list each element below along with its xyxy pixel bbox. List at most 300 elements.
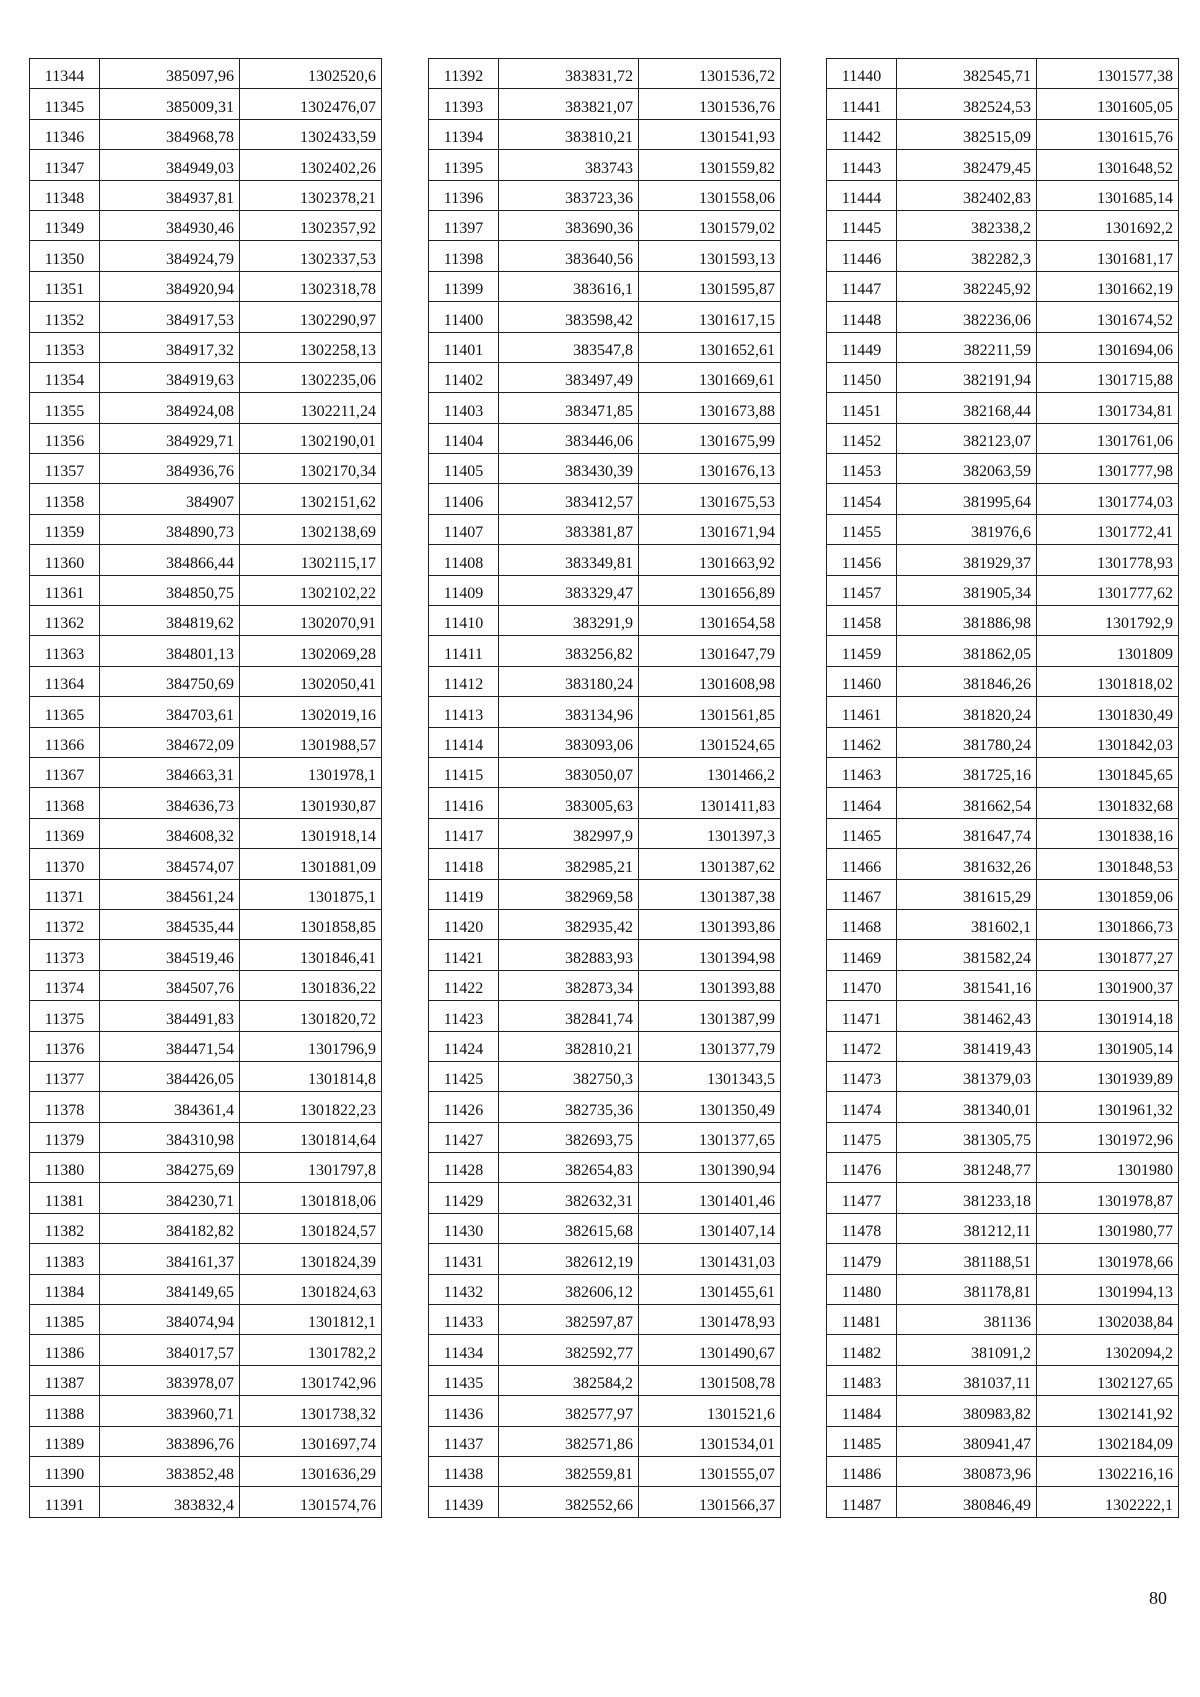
- x-coordinate-cell: 383291,9: [499, 606, 639, 636]
- point-number-cell: 11373: [30, 940, 100, 970]
- table-row: [827, 1335, 1179, 1365]
- table-row: [827, 909, 1179, 939]
- point-number-cell: 11423: [429, 1001, 499, 1031]
- y-coordinate-cell: 1301407,14: [639, 1213, 781, 1243]
- table-row: [827, 575, 1179, 605]
- y-coordinate-cell: 1301401,46: [639, 1183, 781, 1213]
- y-coordinate-cell: 1301697,74: [240, 1426, 382, 1456]
- x-coordinate-cell: 382592,77: [499, 1335, 639, 1365]
- table-row: [429, 1031, 781, 1061]
- x-coordinate-cell: 384074,94: [100, 1305, 240, 1335]
- table-row: [429, 1335, 781, 1365]
- y-coordinate-cell: 1301875,1: [240, 879, 382, 909]
- y-coordinate-cell: 1301961,32: [1037, 1092, 1179, 1122]
- table-row: [827, 1365, 1179, 1395]
- point-number-cell: 11417: [429, 818, 499, 848]
- point-number-cell: 11442: [827, 119, 897, 149]
- x-coordinate-cell: 384149,65: [100, 1274, 240, 1304]
- table-row: [429, 210, 781, 240]
- x-coordinate-cell: 382612,19: [499, 1244, 639, 1274]
- x-coordinate-cell: 384907: [100, 484, 240, 514]
- point-number-cell: 11486: [827, 1456, 897, 1486]
- x-coordinate-cell: 383471,85: [499, 393, 639, 423]
- point-number-cell: 11454: [827, 484, 897, 514]
- x-coordinate-cell: 381091,2: [897, 1335, 1037, 1365]
- x-coordinate-cell: 383381,87: [499, 514, 639, 544]
- x-coordinate-cell: 381846,26: [897, 666, 1037, 696]
- y-coordinate-cell: 1301387,38: [639, 879, 781, 909]
- y-coordinate-cell: 1301782,2: [240, 1335, 382, 1365]
- table-row: [827, 393, 1179, 423]
- table-row: [429, 818, 781, 848]
- point-number-cell: 11374: [30, 970, 100, 1000]
- y-coordinate-cell: 1301877,27: [1037, 940, 1179, 970]
- point-number-cell: 11433: [429, 1305, 499, 1335]
- table-row: [429, 1061, 781, 1091]
- point-number-cell: 11394: [429, 119, 499, 149]
- point-number-cell: 11386: [30, 1335, 100, 1365]
- point-number-cell: 11481: [827, 1305, 897, 1335]
- point-number-cell: 11410: [429, 606, 499, 636]
- x-coordinate-cell: 384471,54: [100, 1031, 240, 1061]
- point-number-cell: 11369: [30, 818, 100, 848]
- x-coordinate-cell: 381419,43: [897, 1031, 1037, 1061]
- x-coordinate-cell: 381178,81: [897, 1274, 1037, 1304]
- table-row: [429, 1487, 781, 1517]
- x-coordinate-cell: 384663,31: [100, 757, 240, 787]
- x-coordinate-cell: 383852,48: [100, 1456, 240, 1486]
- point-number-cell: 11426: [429, 1092, 499, 1122]
- x-coordinate-cell: 384750,69: [100, 666, 240, 696]
- y-coordinate-cell: 1302216,16: [1037, 1456, 1179, 1486]
- x-coordinate-cell: 383412,57: [499, 484, 639, 514]
- y-coordinate-cell: 1301812,1: [240, 1305, 382, 1335]
- table-row: [30, 545, 382, 575]
- y-coordinate-cell: 1302094,2: [1037, 1335, 1179, 1365]
- point-number-cell: 11366: [30, 727, 100, 757]
- table-row: [827, 1396, 1179, 1426]
- y-coordinate-cell: 1302184,09: [1037, 1426, 1179, 1456]
- x-coordinate-cell: 383180,24: [499, 666, 639, 696]
- table-row: [429, 1305, 781, 1335]
- table-row: [429, 1274, 781, 1304]
- point-number-cell: 11402: [429, 362, 499, 392]
- point-number-cell: 11350: [30, 241, 100, 271]
- table-row: [429, 1456, 781, 1486]
- table-row: [429, 332, 781, 362]
- point-number-cell: 11414: [429, 727, 499, 757]
- point-number-cell: 11382: [30, 1213, 100, 1243]
- point-number-cell: 11405: [429, 454, 499, 484]
- point-number-cell: 11347: [30, 150, 100, 180]
- y-coordinate-cell: 1301605,05: [1037, 89, 1179, 119]
- point-number-cell: 11395: [429, 150, 499, 180]
- y-coordinate-cell: 1301387,99: [639, 1001, 781, 1031]
- point-number-cell: 11353: [30, 332, 100, 362]
- point-number-cell: 11427: [429, 1122, 499, 1152]
- x-coordinate-cell: 381582,24: [897, 940, 1037, 970]
- table-row: [30, 606, 382, 636]
- table-row: [429, 606, 781, 636]
- y-coordinate-cell: 1301761,06: [1037, 423, 1179, 453]
- point-number-cell: 11445: [827, 210, 897, 240]
- table-row: [429, 757, 781, 787]
- x-coordinate-cell: 384017,57: [100, 1335, 240, 1365]
- table-row: [30, 1244, 382, 1274]
- table-row: [30, 1001, 382, 1031]
- point-number-cell: 11368: [30, 788, 100, 818]
- table-row: [30, 119, 382, 149]
- x-coordinate-cell: 382597,87: [499, 1305, 639, 1335]
- table-row: [429, 727, 781, 757]
- x-coordinate-cell: 381862,05: [897, 636, 1037, 666]
- y-coordinate-cell: 1301508,78: [639, 1365, 781, 1395]
- y-coordinate-cell: 1302357,92: [240, 210, 382, 240]
- x-coordinate-cell: 384890,73: [100, 514, 240, 544]
- x-coordinate-cell: 382168,44: [897, 393, 1037, 423]
- point-number-cell: 11383: [30, 1244, 100, 1274]
- y-coordinate-cell: 1301797,8: [240, 1153, 382, 1183]
- point-number-cell: 11399: [429, 271, 499, 301]
- point-number-cell: 11482: [827, 1335, 897, 1365]
- table-row: [30, 1305, 382, 1335]
- point-number-cell: 11384: [30, 1274, 100, 1304]
- point-number-cell: 11412: [429, 666, 499, 696]
- table-row: [827, 302, 1179, 332]
- table-row: [30, 302, 382, 332]
- y-coordinate-cell: 1301930,87: [240, 788, 382, 818]
- x-coordinate-cell: 384608,32: [100, 818, 240, 848]
- x-coordinate-cell: 384850,75: [100, 575, 240, 605]
- y-coordinate-cell: 1301675,99: [639, 423, 781, 453]
- y-coordinate-cell: 1302019,16: [240, 697, 382, 727]
- x-coordinate-cell: 384535,44: [100, 909, 240, 939]
- x-coordinate-cell: 381248,77: [897, 1153, 1037, 1183]
- table-row: [827, 1001, 1179, 1031]
- x-coordinate-cell: 384230,71: [100, 1183, 240, 1213]
- y-coordinate-cell: 1301555,07: [639, 1456, 781, 1486]
- y-coordinate-cell: 1301595,87: [639, 271, 781, 301]
- table-row: [827, 727, 1179, 757]
- x-coordinate-cell: 381647,74: [897, 818, 1037, 848]
- y-coordinate-cell: 1301681,17: [1037, 241, 1179, 271]
- y-coordinate-cell: 1301900,37: [1037, 970, 1179, 1000]
- point-number-cell: 11477: [827, 1183, 897, 1213]
- y-coordinate-cell: 1301662,19: [1037, 271, 1179, 301]
- point-number-cell: 11428: [429, 1153, 499, 1183]
- y-coordinate-cell: 1301675,53: [639, 484, 781, 514]
- point-number-cell: 11438: [429, 1456, 499, 1486]
- x-coordinate-cell: 382524,53: [897, 89, 1037, 119]
- point-number-cell: 11441: [827, 89, 897, 119]
- x-coordinate-cell: 383896,76: [100, 1426, 240, 1456]
- table-row: [429, 666, 781, 696]
- x-coordinate-cell: 381976,6: [897, 514, 1037, 544]
- point-number-cell: 11387: [30, 1365, 100, 1395]
- table-row: [827, 1305, 1179, 1335]
- point-number-cell: 11420: [429, 909, 499, 939]
- x-coordinate-cell: 382632,31: [499, 1183, 639, 1213]
- x-coordinate-cell: 381212,11: [897, 1213, 1037, 1243]
- point-number-cell: 11372: [30, 909, 100, 939]
- x-coordinate-cell: 384930,46: [100, 210, 240, 240]
- x-coordinate-cell: 382606,12: [499, 1274, 639, 1304]
- point-number-cell: 11422: [429, 970, 499, 1000]
- point-number-cell: 11434: [429, 1335, 499, 1365]
- table-row: [827, 1061, 1179, 1091]
- table-row: [429, 150, 781, 180]
- x-coordinate-cell: 381780,24: [897, 727, 1037, 757]
- y-coordinate-cell: 1301980,77: [1037, 1213, 1179, 1243]
- x-coordinate-cell: 384801,13: [100, 636, 240, 666]
- table-row: [827, 1092, 1179, 1122]
- y-coordinate-cell: 1301777,98: [1037, 454, 1179, 484]
- point-number-cell: 11351: [30, 271, 100, 301]
- x-coordinate-cell: 380941,47: [897, 1426, 1037, 1456]
- x-coordinate-cell: 381632,26: [897, 849, 1037, 879]
- table-row: [827, 666, 1179, 696]
- table-row: [30, 727, 382, 757]
- x-coordinate-cell: 384924,08: [100, 393, 240, 423]
- point-number-cell: 11390: [30, 1456, 100, 1486]
- point-number-cell: 11436: [429, 1396, 499, 1426]
- x-coordinate-cell: 382841,74: [499, 1001, 639, 1031]
- y-coordinate-cell: 1301772,41: [1037, 514, 1179, 544]
- x-coordinate-cell: 381615,29: [897, 879, 1037, 909]
- table-row: [30, 59, 382, 89]
- point-number-cell: 11355: [30, 393, 100, 423]
- point-number-cell: 11376: [30, 1031, 100, 1061]
- point-number-cell: 11367: [30, 757, 100, 787]
- point-number-cell: 11397: [429, 210, 499, 240]
- point-number-cell: 11406: [429, 484, 499, 514]
- point-number-cell: 11463: [827, 757, 897, 787]
- x-coordinate-cell: 382577,97: [499, 1396, 639, 1426]
- y-coordinate-cell: 1301978,66: [1037, 1244, 1179, 1274]
- y-coordinate-cell: 1301558,06: [639, 180, 781, 210]
- x-coordinate-cell: 382873,34: [499, 970, 639, 1000]
- y-coordinate-cell: 1302190,01: [240, 423, 382, 453]
- table-row: [30, 849, 382, 879]
- point-number-cell: 11388: [30, 1396, 100, 1426]
- table-row: [827, 1031, 1179, 1061]
- x-coordinate-cell: 384936,76: [100, 454, 240, 484]
- y-coordinate-cell: 1302235,06: [240, 362, 382, 392]
- table-row: [30, 940, 382, 970]
- table-row: [30, 970, 382, 1000]
- x-coordinate-cell: 383832,4: [100, 1487, 240, 1517]
- x-coordinate-cell: 382693,75: [499, 1122, 639, 1152]
- table-row: [429, 909, 781, 939]
- table-row: [30, 332, 382, 362]
- y-coordinate-cell: 1301615,76: [1037, 119, 1179, 149]
- x-coordinate-cell: 384519,46: [100, 940, 240, 970]
- point-number-cell: 11453: [827, 454, 897, 484]
- point-number-cell: 11450: [827, 362, 897, 392]
- y-coordinate-cell: 1302211,24: [240, 393, 382, 423]
- y-coordinate-cell: 1301685,14: [1037, 180, 1179, 210]
- x-coordinate-cell: 382615,68: [499, 1213, 639, 1243]
- x-coordinate-cell: 385097,96: [100, 59, 240, 89]
- table-row: [429, 1213, 781, 1243]
- table-row: [30, 210, 382, 240]
- x-coordinate-cell: 384920,94: [100, 271, 240, 301]
- x-coordinate-cell: 383598,42: [499, 302, 639, 332]
- table-row: [30, 180, 382, 210]
- table-row: [429, 393, 781, 423]
- x-coordinate-cell: 381725,16: [897, 757, 1037, 787]
- y-coordinate-cell: 1301648,52: [1037, 150, 1179, 180]
- x-coordinate-cell: 382515,09: [897, 119, 1037, 149]
- point-number-cell: 11418: [429, 849, 499, 879]
- x-coordinate-cell: 382969,58: [499, 879, 639, 909]
- x-coordinate-cell: 383430,39: [499, 454, 639, 484]
- y-coordinate-cell: 1302069,28: [240, 636, 382, 666]
- y-coordinate-cell: 1301832,68: [1037, 788, 1179, 818]
- table-row: [429, 575, 781, 605]
- y-coordinate-cell: 1301905,14: [1037, 1031, 1179, 1061]
- point-number-cell: 11478: [827, 1213, 897, 1243]
- y-coordinate-cell: 1301814,64: [240, 1122, 382, 1152]
- y-coordinate-cell: 1302070,91: [240, 606, 382, 636]
- x-coordinate-cell: 383547,8: [499, 332, 639, 362]
- y-coordinate-cell: 1301393,86: [639, 909, 781, 939]
- x-coordinate-cell: 383050,07: [499, 757, 639, 787]
- x-coordinate-cell: 384491,83: [100, 1001, 240, 1031]
- table-row: [827, 636, 1179, 666]
- coordinates-table-right: [826, 58, 1179, 1518]
- point-number-cell: 11479: [827, 1244, 897, 1274]
- table-row: [429, 788, 781, 818]
- point-number-cell: 11416: [429, 788, 499, 818]
- point-number-cell: 11452: [827, 423, 897, 453]
- y-coordinate-cell: 1302337,53: [240, 241, 382, 271]
- table-row: [827, 545, 1179, 575]
- table-row: [429, 1153, 781, 1183]
- y-coordinate-cell: 1301830,49: [1037, 697, 1179, 727]
- table-row: [30, 818, 382, 848]
- point-number-cell: 11446: [827, 241, 897, 271]
- x-coordinate-cell: 383978,07: [100, 1365, 240, 1395]
- point-number-cell: 11467: [827, 879, 897, 909]
- y-coordinate-cell: 1301738,32: [240, 1396, 382, 1426]
- x-coordinate-cell: 384507,76: [100, 970, 240, 1000]
- table-row: [30, 909, 382, 939]
- y-coordinate-cell: 1301774,03: [1037, 484, 1179, 514]
- x-coordinate-cell: 382245,92: [897, 271, 1037, 301]
- point-number-cell: 11392: [429, 59, 499, 89]
- table-row: [30, 454, 382, 484]
- y-coordinate-cell: 1301994,13: [1037, 1274, 1179, 1304]
- table-row: [30, 484, 382, 514]
- point-number-cell: 11378: [30, 1092, 100, 1122]
- y-coordinate-cell: 1301536,72: [639, 59, 781, 89]
- x-coordinate-cell: 384672,09: [100, 727, 240, 757]
- point-number-cell: 11379: [30, 1122, 100, 1152]
- point-number-cell: 11356: [30, 423, 100, 453]
- y-coordinate-cell: 1301617,15: [639, 302, 781, 332]
- point-number-cell: 11389: [30, 1426, 100, 1456]
- x-coordinate-cell: 384819,62: [100, 606, 240, 636]
- table-row: [30, 879, 382, 909]
- y-coordinate-cell: 1301671,94: [639, 514, 781, 544]
- table-row: [30, 1274, 382, 1304]
- table-row: [827, 1122, 1179, 1152]
- point-number-cell: 11346: [30, 119, 100, 149]
- point-number-cell: 11352: [30, 302, 100, 332]
- x-coordinate-cell: 382479,45: [897, 150, 1037, 180]
- y-coordinate-cell: 1302290,97: [240, 302, 382, 332]
- y-coordinate-cell: 1301377,79: [639, 1031, 781, 1061]
- y-coordinate-cell: 1301521,6: [639, 1396, 781, 1426]
- table-row: [429, 271, 781, 301]
- y-coordinate-cell: 1301394,98: [639, 940, 781, 970]
- point-number-cell: 11401: [429, 332, 499, 362]
- point-number-cell: 11443: [827, 150, 897, 180]
- x-coordinate-cell: 380873,96: [897, 1456, 1037, 1486]
- y-coordinate-cell: 1301978,1: [240, 757, 382, 787]
- point-number-cell: 11459: [827, 636, 897, 666]
- y-coordinate-cell: 1301824,39: [240, 1244, 382, 1274]
- table-row: [827, 940, 1179, 970]
- point-number-cell: 11370: [30, 849, 100, 879]
- point-number-cell: 11432: [429, 1274, 499, 1304]
- x-coordinate-cell: 382810,21: [499, 1031, 639, 1061]
- y-coordinate-cell: 1301848,53: [1037, 849, 1179, 879]
- y-coordinate-cell: 1301593,13: [639, 241, 781, 271]
- point-number-cell: 11470: [827, 970, 897, 1000]
- point-number-cell: 11400: [429, 302, 499, 332]
- y-coordinate-cell: 1301663,92: [639, 545, 781, 575]
- x-coordinate-cell: 381662,54: [897, 788, 1037, 818]
- table-row: [429, 1092, 781, 1122]
- y-coordinate-cell: 1302170,34: [240, 454, 382, 484]
- table-row: [429, 970, 781, 1000]
- x-coordinate-cell: 383134,96: [499, 697, 639, 727]
- point-number-cell: 11365: [30, 697, 100, 727]
- table-row: [827, 210, 1179, 240]
- y-coordinate-cell: 1301636,29: [240, 1456, 382, 1486]
- x-coordinate-cell: 381929,37: [897, 545, 1037, 575]
- x-coordinate-cell: 384703,61: [100, 697, 240, 727]
- point-number-cell: 11469: [827, 940, 897, 970]
- point-number-cell: 11380: [30, 1153, 100, 1183]
- table-row: [429, 423, 781, 453]
- x-coordinate-cell: 382654,83: [499, 1153, 639, 1183]
- x-coordinate-cell: 382750,3: [499, 1061, 639, 1091]
- x-coordinate-cell: 384275,69: [100, 1153, 240, 1183]
- x-coordinate-cell: 381136: [897, 1305, 1037, 1335]
- x-coordinate-cell: 381037,11: [897, 1365, 1037, 1395]
- point-number-cell: 11404: [429, 423, 499, 453]
- y-coordinate-cell: 1301390,94: [639, 1153, 781, 1183]
- table-row: [30, 423, 382, 453]
- y-coordinate-cell: 1301796,9: [240, 1031, 382, 1061]
- point-number-cell: 11361: [30, 575, 100, 605]
- point-number-cell: 11419: [429, 879, 499, 909]
- point-number-cell: 11375: [30, 1001, 100, 1031]
- table-row: [827, 332, 1179, 362]
- x-coordinate-cell: 381379,03: [897, 1061, 1037, 1091]
- x-coordinate-cell: 382571,86: [499, 1426, 639, 1456]
- point-number-cell: 11421: [429, 940, 499, 970]
- x-coordinate-cell: 382402,83: [897, 180, 1037, 210]
- point-number-cell: 11474: [827, 1092, 897, 1122]
- point-number-cell: 11468: [827, 909, 897, 939]
- point-number-cell: 11358: [30, 484, 100, 514]
- x-coordinate-cell: 381995,64: [897, 484, 1037, 514]
- x-coordinate-cell: 385009,31: [100, 89, 240, 119]
